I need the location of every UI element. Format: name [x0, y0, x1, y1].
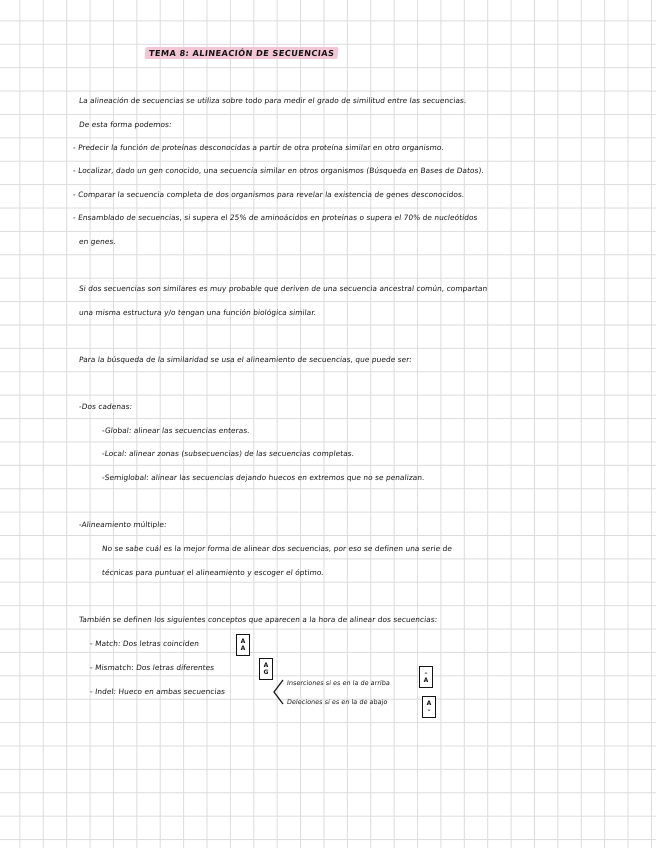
mismatch-label: - Mismatch: Dos letras diferentes	[89, 663, 215, 672]
indel-label: - Indel: Hueco en ambas secuencias	[89, 687, 226, 696]
mismatch-top-letter: A	[263, 662, 269, 669]
concepts-heading: También se definen los siguientes conceptos que aparecen a la hora de alinear dos secuencias:	[78, 615, 438, 624]
para2-line-2: una misma estructura y/o tengan una función biológica similar.	[78, 308, 317, 317]
intro-line-1: La alineación de secuencias se utiliza sobre todo para medir el grado de similitud entre las secuencias.	[78, 96, 467, 105]
multiple-heading: -Alineamiento múltiple:	[78, 520, 168, 529]
deletion-label: Deleciones si es en la de abajo	[286, 698, 388, 706]
insertion-bottom-letter: A	[423, 677, 429, 684]
intro-line-2: De esta forma podemos:	[78, 120, 173, 129]
deletion-bottom-letter: –	[427, 707, 431, 714]
deletion-top-letter: A	[426, 700, 432, 707]
use-item-2: - Localizar, dado un gen conocido, una secuencia similar en otros organismos (Búsqueda en Bases de Datos).	[72, 166, 485, 175]
para3: Para la búsqueda de la similaridad se usa el alineamiento de secuencias, que puede ser:	[78, 355, 413, 364]
use-item-1: - Predecir la función de proteínas desconocidas a partir de otra proteína similar en otro organismo.	[72, 143, 445, 152]
use-item-3: - Comparar la secuencia completa de dos organismos para revelar la existencia de genes desconocidos.	[72, 190, 465, 199]
match-top-letter: A	[240, 638, 246, 645]
insertion-label: Inserciones si es en la de arriba	[286, 679, 391, 687]
multiple-line-1: No se sabe cuál es la mejor forma de alinear dos secuencias, por eso se definen una serie de	[101, 544, 453, 553]
two-chains-semiglobal: -Semiglobal: alinear las secuencias dejando huecos en extremos que no se penalizan.	[101, 473, 425, 482]
multiple-line-2: técnicas para puntuar el alineamiento y escoger el óptimo.	[101, 568, 325, 577]
use-item-4-cont: en genes.	[78, 237, 117, 246]
match-alignment-box	[236, 634, 250, 656]
match-label: - Match: Dos letras coinciden	[89, 639, 200, 648]
indel-bracket	[271, 678, 285, 706]
insertion-top-letter: –	[424, 670, 428, 677]
para2-line-1: Si dos secuencias son similares es muy probable que deriven de una secuencia ancestral común, compartan	[78, 284, 488, 293]
match-bottom-letter: A	[240, 645, 246, 652]
two-chains-local: -Local: alinear zonas (subsecuencias) de las secuencias completas.	[101, 449, 355, 458]
page-title: TEMA 8: ALINEACIÓN DE SECUENCIAS	[144, 47, 339, 59]
two-chains-global: -Global: alinear las secuencias enteras.	[101, 426, 251, 435]
mismatch-bottom-letter: G	[263, 669, 269, 676]
use-item-4: - Ensamblado de secuencias, si supera el 25% de aminoácidos en proteínas o supera el 70% de nucleótidos	[72, 213, 478, 222]
insertion-alignment-box	[419, 666, 433, 688]
two-chains-heading: -Dos cadenas:	[78, 402, 133, 411]
mismatch-alignment-box	[259, 658, 273, 680]
deletion-alignment-box	[422, 696, 436, 718]
